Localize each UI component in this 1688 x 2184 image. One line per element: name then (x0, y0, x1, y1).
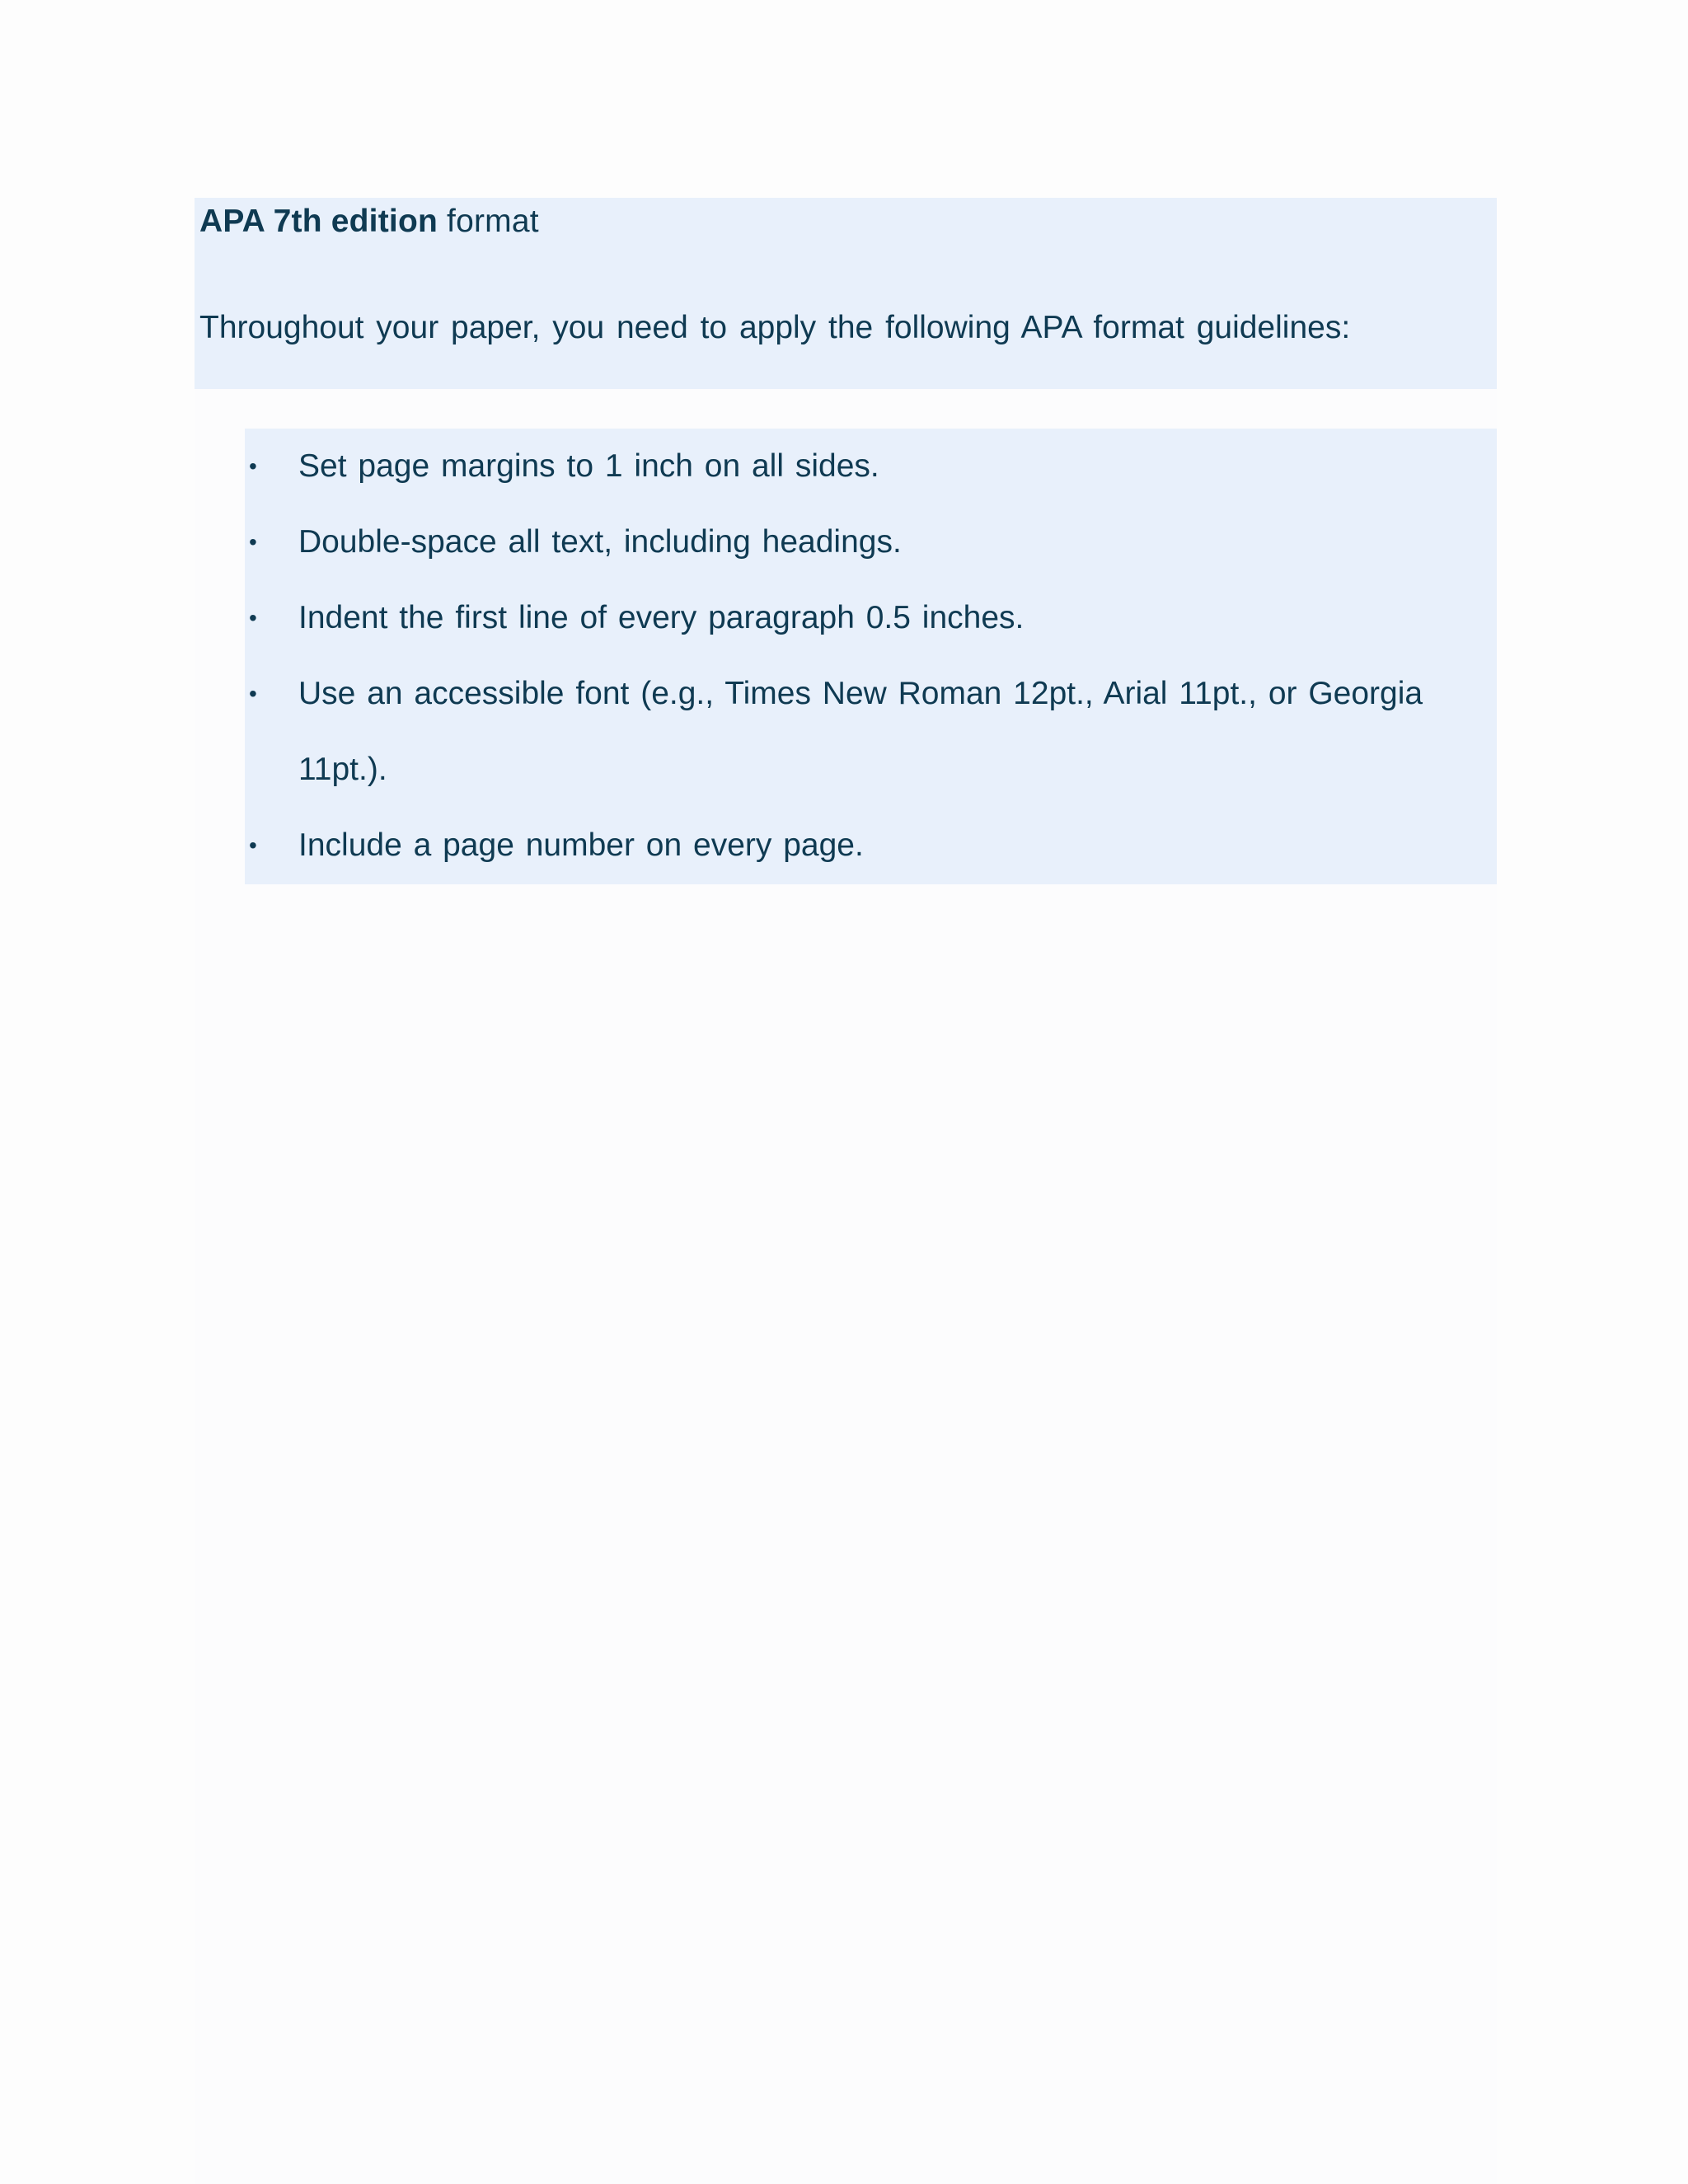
intro-highlight-block (195, 198, 1497, 389)
bullet-icon: • (249, 605, 257, 630)
guideline-text: Set page margins to 1 inch on all sides. (298, 448, 879, 484)
intro-paragraph: Throughout your paper, you need to apply the following APA format guidelines: (199, 310, 1351, 345)
guideline-text: Use an accessible font (e.g., Times New Roman 12pt., Arial 11pt., or Georgia 11pt.). (298, 676, 1423, 787)
guideline-text: Indent the first line of every paragraph 0.5 inches. (298, 600, 1025, 635)
bullet-icon: • (249, 832, 257, 858)
guideline-text: Include a page number on every page. (298, 827, 864, 863)
heading-regular-text: format (438, 204, 539, 239)
document-heading (199, 203, 539, 241)
guidelines-highlight-block (245, 429, 1497, 884)
bullet-icon: • (249, 681, 257, 706)
guideline-item-font (245, 656, 1497, 808)
guideline-text: Double-space all text, including headings. (298, 524, 902, 560)
bullet-icon: • (249, 529, 257, 555)
bullet-icon: • (249, 453, 257, 479)
heading-bold-text: APA 7th edition (199, 204, 438, 239)
